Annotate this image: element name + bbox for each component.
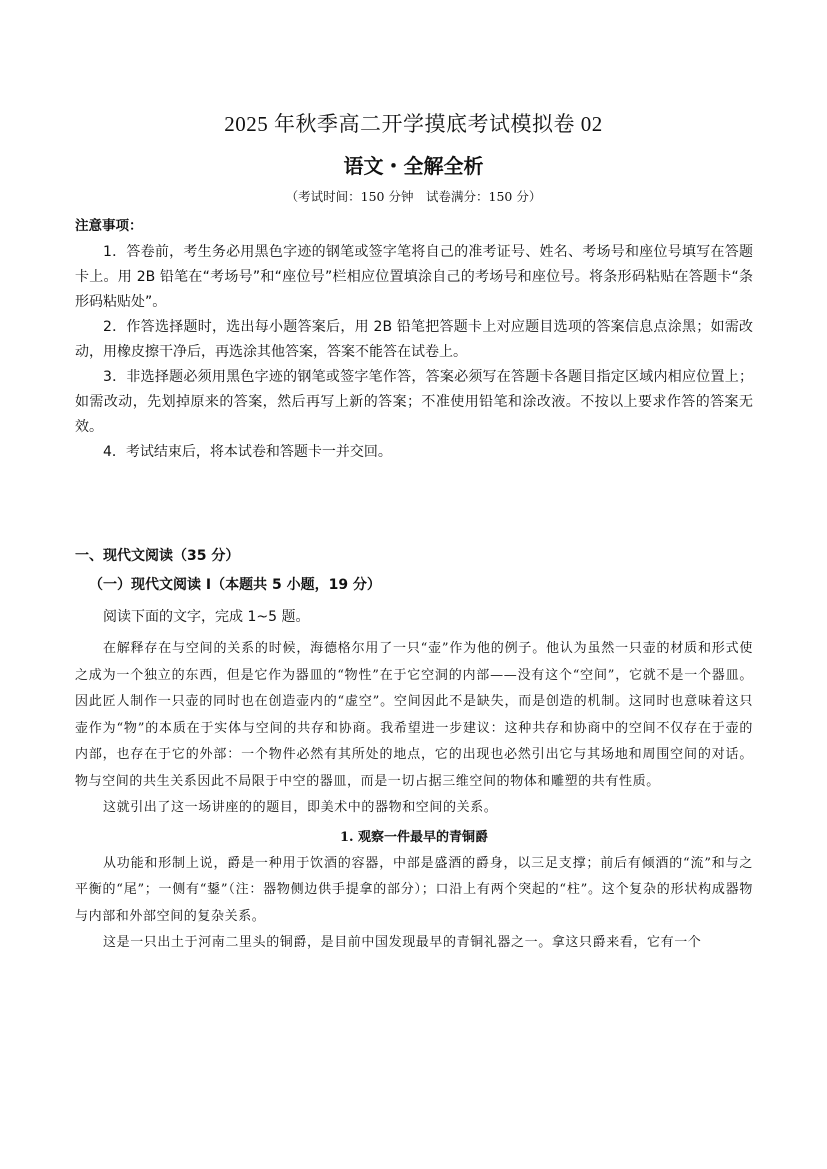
document-title: 2025 年秋季高二开学摸底考试模拟卷 02 (224, 112, 603, 136)
subsection-heading: （一）现代文阅读 I（本题共 5 小题，19 分） (89, 577, 381, 593)
note-item: 1．答卷前，考生务必用黑色字迹的钢笔或签字笔将自己的准考证号、姓名、考场号和座位号填写在答题卡上。用 2B 铅笔在“考场号”和“座位号”栏相应位置填涂自己的考场号和座位号。将条形码粘贴在答题卡“条形码粘贴处”。 (75, 244, 753, 310)
notes-list (75, 240, 753, 465)
note-item: 4．考试结束后，将本试卷和答题卡一并交回。 (103, 444, 392, 460)
passage-section-title: 1. 观察一件最早的青铜爵 (339, 829, 489, 845)
reading-instruction: 阅读下面的文字，完成 1~5 题。 (103, 609, 310, 625)
exam-info: （考试时间：150 分钟 试卷满分：150 分） (285, 189, 542, 204)
notes-heading: 注意事项： (75, 218, 143, 234)
passage-paragraph: 在解释存在与空间的关系的时候，海德格尔用了一只“壶”作为他的例子。他认为虽然一只壶的材质和形式使之成为一个独立的东西，但是它作为器皿的“物性”在于它空洞的内部——没有这个“空间”，它就不是一个器皿。因此匠人制作一只壶的同时也在创造壶内的“虚空”。空间因此不是缺失，而是创造的机制。这同时也意味着这只壶作为“物”的本质在于实体与空间的共存和协商。我希望进一步建议：这种共存和协商中的空间不仅存在于壶的内部，也存在于它的外部：一个物件必然有其所处的地点，它的出现也必然引出它与其场地和周围空间的对话。物与空间的共生关系因此不局限于中空的器皿，而是一切占据三维空间的物体和雕塑的共有性质。 (75, 641, 753, 789)
passage-paragraph: 这就引出了这一场讲座的的题目，即美术中的器物和空间的关系。 (103, 800, 498, 815)
note-item: 3．非选择题必须用黑色字迹的钢笔或签字笔作答，答案必须写在答题卡各题目指定区域内相应位置上；如需改动，先划掉原来的答案，然后再写上新的答案；不准使用铅笔和涂改液。不按以上要求作答的答案无效。 (75, 369, 753, 435)
reading-passage (75, 636, 753, 957)
passage-paragraph: 从功能和形制上说，爵是一种用于饮酒的容器，中部是盛酒的爵身，以三足支撑；前后有倾酒的“流”和与之平衡的“尾”；一侧有“鋬”（注：器物侧边供手提拿的部分）；口沿上有两个突起的“柱”。这个复杂的形状构成器物与内部和外部空间的复杂关系。 (75, 855, 753, 924)
section-heading: 一、现代文阅读（35 分） (75, 548, 240, 564)
document-subtitle: 语文・全解全析 (343, 154, 484, 178)
passage-paragraph: 这是一只出土于河南二里头的铜爵，是目前中国发现最早的青铜礼器之一。拿这只爵来看，它有一个 (103, 935, 702, 950)
note-item: 2．作答选择题时，选出每小题答案后，用 2B 铅笔把答题卡上对应题目选项的答案信息点涂黑；如需改动，用橡皮擦干净后，再选涂其他答案，答案不能答在试卷上。 (75, 319, 753, 360)
